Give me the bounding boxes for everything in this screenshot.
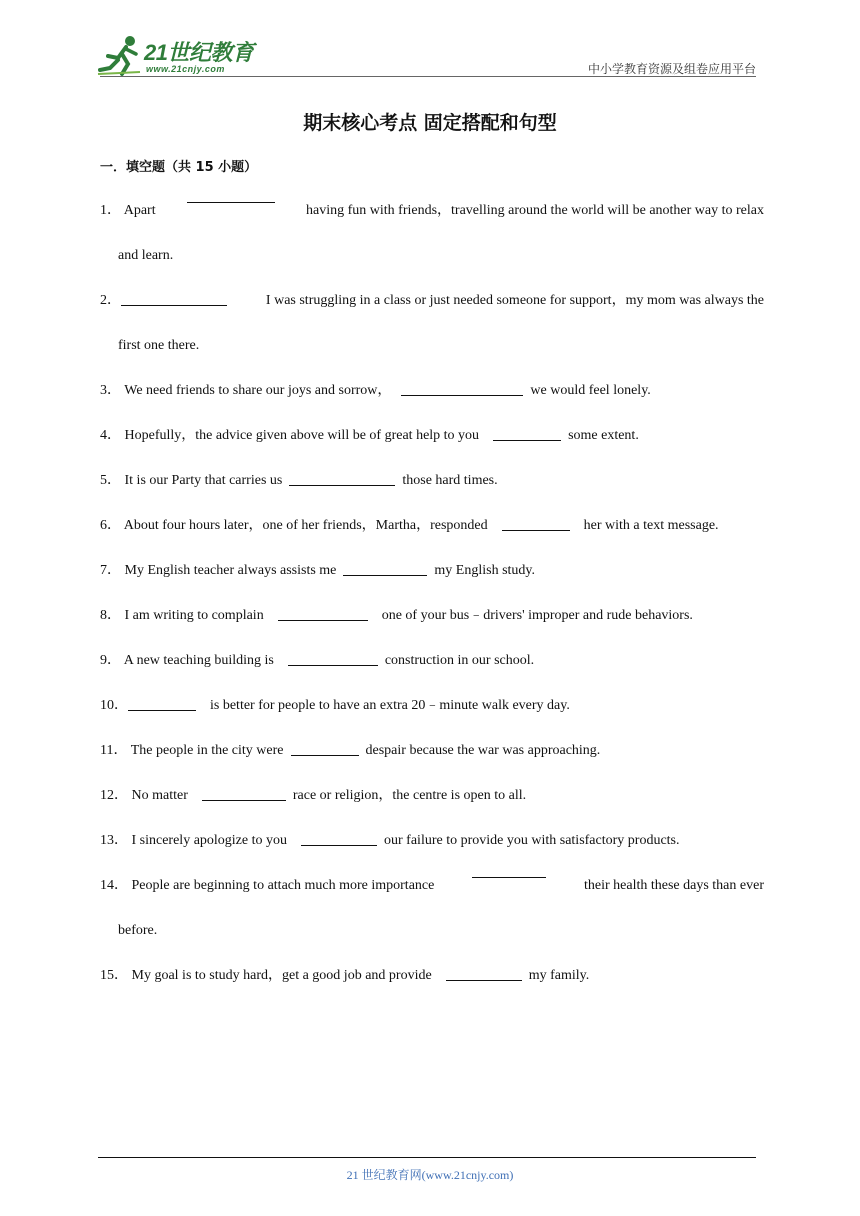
question-text: It is our Party that carries us xyxy=(124,473,283,488)
header-divider xyxy=(100,76,756,77)
answer-blank[interactable] xyxy=(289,471,395,486)
question-text: People are beginning to attach much more importance xyxy=(131,878,435,893)
question-number: 8． xyxy=(100,608,121,623)
page-header xyxy=(96,30,756,78)
answer-blank[interactable] xyxy=(472,863,546,878)
question-text: despair because the war was approaching. xyxy=(365,743,601,758)
question-text: The people in the city were xyxy=(130,743,284,758)
runner-icon xyxy=(96,34,144,78)
question-text: I am writing to complain xyxy=(124,608,264,623)
question-number: 5． xyxy=(100,473,121,488)
footer-divider xyxy=(98,1157,756,1158)
question-3 xyxy=(100,368,764,413)
question-text: A new teaching building is xyxy=(123,653,274,668)
question-10 xyxy=(100,683,764,728)
answer-blank[interactable] xyxy=(401,381,523,396)
question-text: some extent. xyxy=(568,428,639,443)
question-text: first one there. xyxy=(118,338,200,353)
question-12 xyxy=(100,773,764,818)
question-text: construction in our school. xyxy=(384,653,535,668)
question-text: their health these days than ever xyxy=(584,878,764,893)
question-number: 11． xyxy=(100,743,128,758)
question-9 xyxy=(100,638,764,683)
page-title: 期末核心考点 固定搭配和句型 xyxy=(303,112,557,134)
page-footer: 21 世纪教育网(www.21cnjy.com) xyxy=(346,1168,514,1182)
question-text: My English teacher always assists me xyxy=(124,563,337,578)
question-7 xyxy=(100,548,764,593)
answer-blank[interactable] xyxy=(301,831,377,846)
answer-blank[interactable] xyxy=(278,606,368,621)
question-8 xyxy=(100,593,764,638)
answer-blank[interactable] xyxy=(493,426,561,441)
question-text: My goal is to study hard，get a good job and provide xyxy=(131,968,432,983)
question-text: Hopefully，the advice given above will be of great help to you xyxy=(124,428,480,443)
answer-blank[interactable] xyxy=(291,741,359,756)
answer-blank[interactable] xyxy=(121,291,227,306)
answer-blank[interactable] xyxy=(202,786,286,801)
question-text: one of your bus﹣drivers' improper and rude behaviors. xyxy=(381,608,693,623)
question-number: 4． xyxy=(100,428,121,443)
question-number: 9． xyxy=(100,653,121,668)
site-logo xyxy=(96,34,266,78)
question-13 xyxy=(100,818,764,863)
question-4 xyxy=(100,413,764,458)
question-number: 1． xyxy=(100,203,121,218)
answer-blank[interactable] xyxy=(288,651,378,666)
question-2 xyxy=(100,278,764,368)
question-text: before. xyxy=(118,923,158,938)
question-text: we would feel lonely. xyxy=(530,383,651,398)
question-text: We need friends to share our joys and sorrow， xyxy=(124,383,392,398)
question-number: 7． xyxy=(100,563,121,578)
question-text: Apart xyxy=(123,203,156,218)
question-text: About four hours later，one of her friends，Martha，responded xyxy=(123,518,488,533)
question-text: is better for people to have an extra 20﹣minute walk every day. xyxy=(210,698,570,713)
question-number: 6． xyxy=(100,518,121,533)
answer-blank[interactable] xyxy=(187,188,275,203)
question-number: 2． xyxy=(100,293,121,308)
question-1 xyxy=(100,188,764,278)
logo-url: www.21cnjy.com xyxy=(146,64,225,74)
question-text: I was struggling in a class or just needed someone for support，my mom was always the xyxy=(265,293,764,308)
question-number: 3． xyxy=(100,383,121,398)
question-text: having fun with friends，travelling around the world will be another way to relax xyxy=(306,203,764,218)
answer-blank[interactable] xyxy=(343,561,427,576)
question-text: her with a text message. xyxy=(583,518,719,533)
question-text: No matter xyxy=(131,788,188,803)
question-number: 12． xyxy=(100,788,128,803)
question-number: 14． xyxy=(100,878,128,893)
question-text: those hard times. xyxy=(402,473,498,488)
question-11 xyxy=(100,728,764,773)
question-text: I sincerely apologize to you xyxy=(131,833,288,848)
question-number: 15． xyxy=(100,968,128,983)
question-15 xyxy=(100,953,764,998)
platform-label: 中小学教育资源及组卷应用平台 xyxy=(587,62,756,76)
question-5 xyxy=(100,458,764,503)
question-text: race or religion，the centre is open to all. xyxy=(292,788,527,803)
answer-blank[interactable] xyxy=(128,696,196,711)
question-text: my English study. xyxy=(434,563,536,578)
logo-text: 21世纪教育 xyxy=(144,40,254,65)
question-text: and learn. xyxy=(118,248,174,263)
question-text: our failure to provide you with satisfactory products. xyxy=(384,833,680,848)
section-heading: 一．填空题（共 15 小题） xyxy=(100,160,258,175)
question-6 xyxy=(100,503,764,548)
answer-blank[interactable] xyxy=(502,516,570,531)
question-number: 13． xyxy=(100,833,128,848)
question-text: my family. xyxy=(528,968,590,983)
question-14 xyxy=(100,863,764,953)
answer-blank[interactable] xyxy=(446,966,522,981)
question-number: 10． xyxy=(100,698,128,713)
